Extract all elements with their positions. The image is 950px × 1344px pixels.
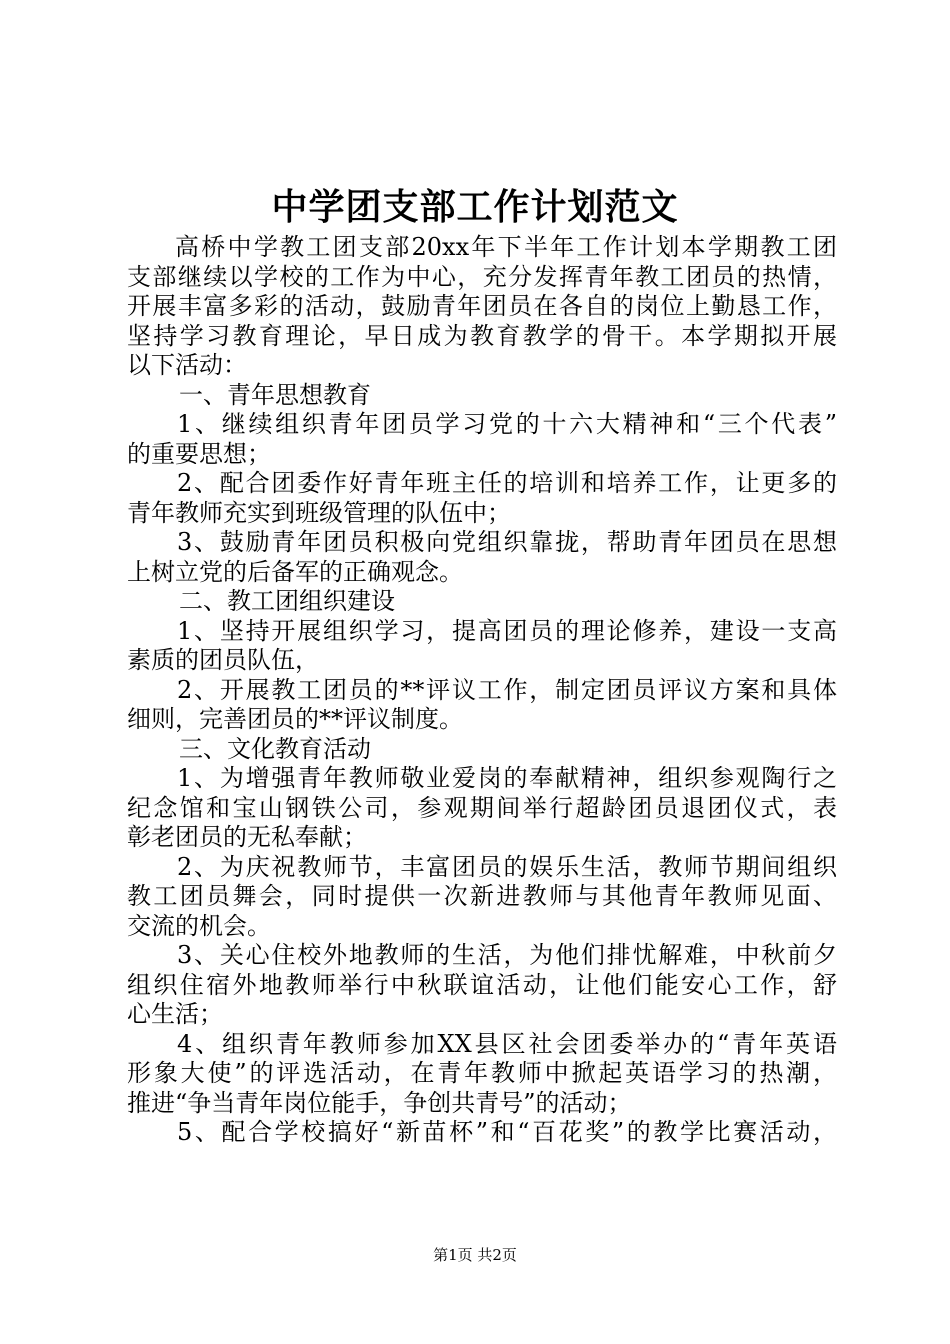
list-item-line: 组织住宿外地教师举行中秋联谊活动，让他们能安心工作，舒	[127, 970, 837, 999]
list-item-line: 教工团员舞会，同时提供一次新进教师与其他青年教师见面、	[127, 882, 837, 910]
section-heading: 三、文化教育活动	[179, 734, 371, 763]
list-item-line: 3、关心住校外地教师的生活，为他们排忧解难，中秋前夕	[177, 941, 837, 969]
list-item-line: 素质的团员队伍，	[127, 646, 319, 674]
document-title: 中学团支部工作计划范文	[271, 186, 679, 228]
section-heading: 二、教工团组织建设	[179, 587, 395, 615]
paragraph-line: 开展丰富多彩的活动，鼓励青年团员在各自的岗位上勤恳工作，	[127, 292, 837, 320]
list-item-line: 交流的机会。	[127, 911, 271, 940]
list-item-line: 上树立党的后备军的正确观念。	[127, 557, 463, 586]
list-item-line: 1、坚持开展组织学习，提高团员的理论修养，建设一支高	[177, 616, 837, 645]
paragraph-line: 以下活动：	[127, 351, 247, 379]
list-item-line: 2、开展教工团员的**评议工作，制定团员评议方案和具体	[177, 675, 837, 704]
document-body	[127, 233, 837, 1148]
list-item-line: 心生活；	[127, 1000, 223, 1028]
list-item-line: 细则，完善团员的**评议制度。	[127, 705, 463, 733]
list-item-line: 的重要思想；	[127, 439, 271, 468]
page-footer: 第1页 共2页	[433, 1246, 517, 1264]
list-item-line: 推进“争当青年岗位能手，争创共青号”的活动；	[127, 1088, 632, 1117]
list-item-line: 1、继续组织青年团员学习党的十六大精神和“三个代表”	[177, 410, 837, 438]
list-item-line: 青年教师充实到班级管理的队伍中；	[127, 498, 511, 527]
list-item-line: 1、为增强青年教师敬业爱岗的奉献精神，组织参观陶行之	[177, 764, 837, 792]
list-item-line: 3、鼓励青年团员积极向党组织靠拢，帮助青年团员在思想	[177, 528, 837, 556]
list-item-line: 纪念馆和宝山钢铁公司，参观期间举行超龄团员退团仪式，表	[127, 793, 837, 822]
list-item-line: 5、配合学校搞好“新苗杯”和“百花奖”的教学比赛活动，	[177, 1118, 837, 1146]
section-heading: 一、青年思想教育	[179, 380, 371, 409]
list-item-line: 2、配合团委作好青年班主任的培训和培养工作，让更多的	[177, 469, 837, 497]
paragraph-line: 高桥中学教工团支部20xx年下半年工作计划本学期教工团	[175, 233, 837, 261]
list-item-line: 4、组织青年教师参加XX县区社会团委举办的“青年英语	[177, 1029, 837, 1058]
list-item-line: 彰老团员的无私奉献；	[127, 823, 367, 851]
list-item-line: 2、为庆祝教师节，丰富团员的娱乐生活，教师节期间组织	[177, 852, 837, 881]
paragraph-line: 支部继续以学校的工作为中心，充分发挥青年教工团员的热情，	[127, 262, 837, 291]
list-item-line: 形象大使”的评选活动，在青年教师中掀起英语学习的热潮，	[127, 1059, 837, 1087]
paragraph-line: 坚持学习教育理论，早日成为教育教学的骨干。本学期拟开展	[127, 321, 837, 350]
